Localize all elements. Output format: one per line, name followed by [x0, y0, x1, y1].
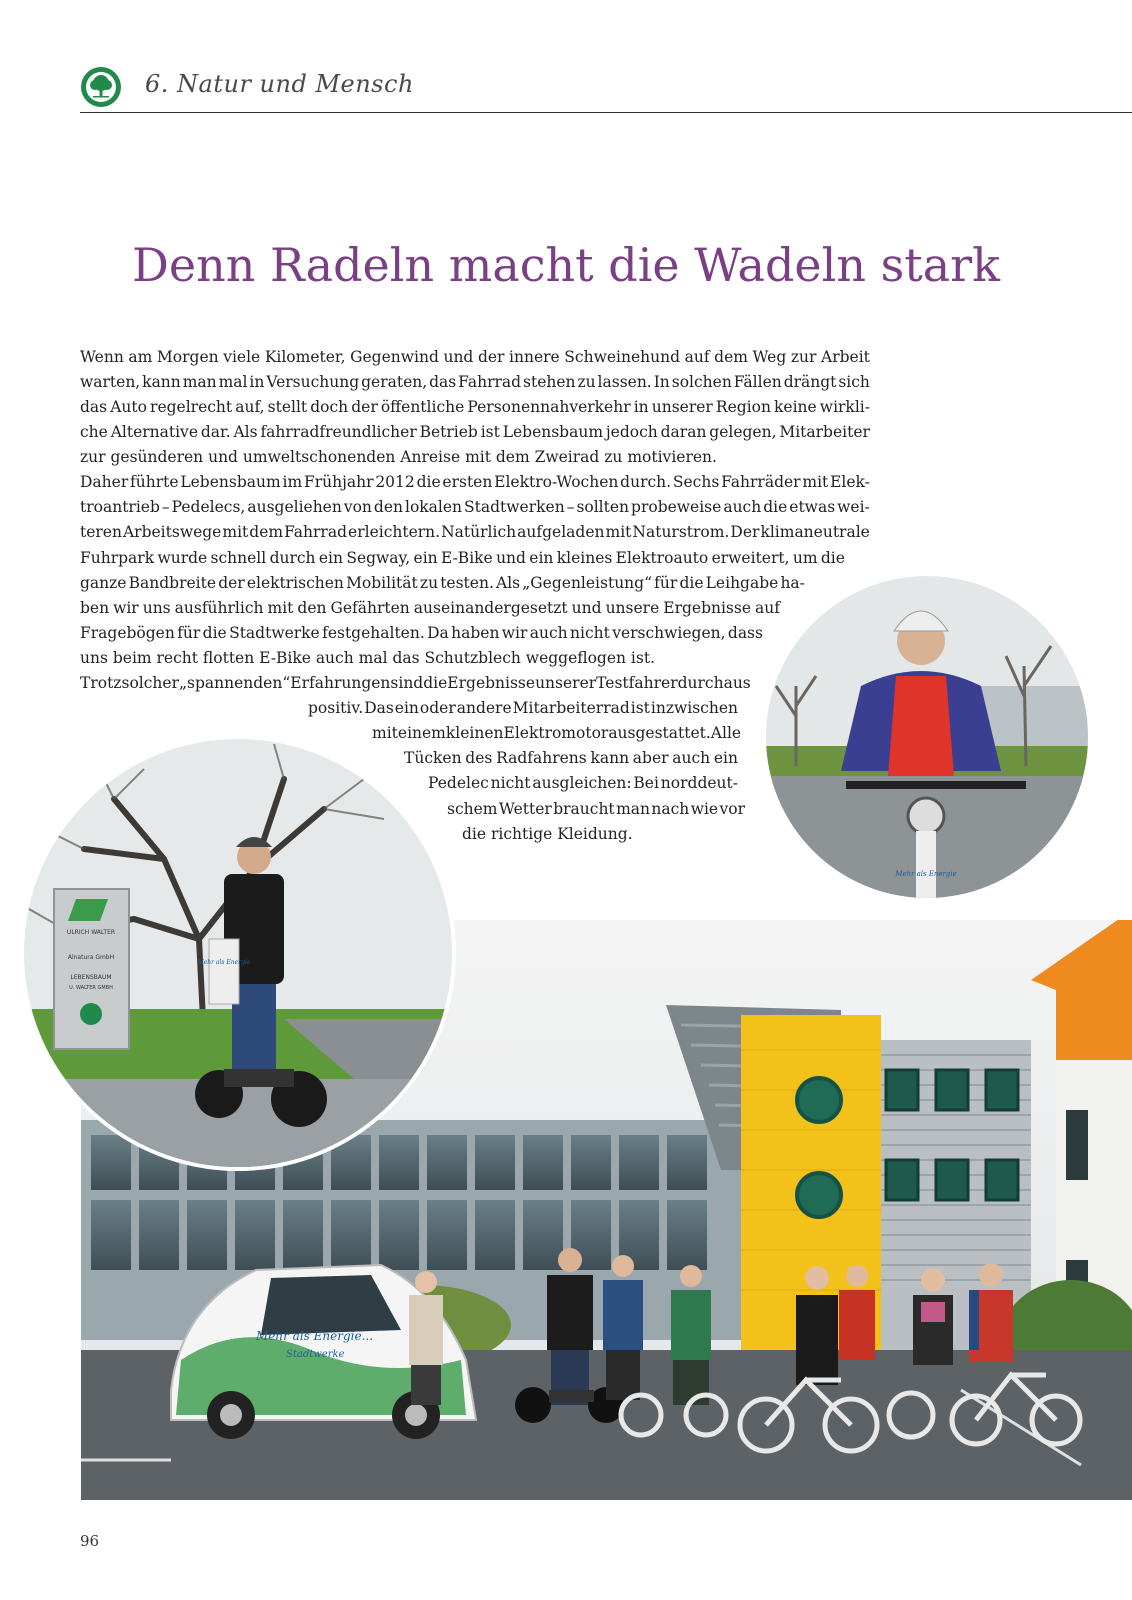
segway-sign-line-4: U. WALTER GMBH — [69, 985, 113, 991]
header-rule — [80, 112, 1132, 113]
segway-photo — [20, 735, 456, 1171]
car-text-2: Stadtwerke — [286, 1349, 345, 1360]
lebensbaum-logo — [80, 66, 122, 108]
body-line: che Alternative dar. Als fahrradfreundlicher Betrieb ist Lebensbaum jedoch daran gelegen, Mitarbeiter — [80, 423, 870, 441]
body-line: Trotz solcher „spannenden“ Erfahrungen sind die Ergebnisse unserer Testfahrer durchaus — [80, 674, 751, 692]
segway-sign-line-1: ULRICH WALTER — [66, 929, 116, 936]
body-line: troantrieb – Pedelecs, ausgeliehen von den lokalen Stadtwerken – sollten probeweise auch die etwas wei- — [80, 498, 870, 516]
body-line: Pedelec nicht ausgleichen: Bei norddeut- — [428, 774, 738, 792]
body-line: die richtige Kleidung. — [462, 825, 633, 843]
body-line: warten, kann man mal in Versuchung geraten, das Fahrrad stehen zu lassen. In solchen Fällen drängt sich — [80, 373, 870, 391]
chapter-title: 6. Natur und Mensch — [145, 70, 414, 98]
article-title: Denn Radeln macht die Wadeln stark — [132, 238, 1000, 292]
cyclist-photo — [762, 572, 1092, 902]
body-line: mit einem kleinen Elektromotor ausgestattet. Alle — [372, 724, 742, 742]
body-line: das Auto regelrecht auf, stellt doch der öffentliche Personennahverkehr in unserer Region keine wirkli- — [80, 398, 870, 416]
body-line: uns beim recht flotten E-Bike auch mal das Schutzblech weggeflogen ist. — [80, 649, 655, 667]
segway-panel-label: Mehr als Energie — [197, 959, 251, 966]
body-line: Fuhrpark wurde schnell durch ein Segway, ein E-Bike und ein kleines Elektroauto erweitert, um die — [80, 549, 845, 567]
body-line: teren Arbeitswege mit dem Fahrrad erleichtern. Natürlich aufgeladen mit Naturstrom. Der klimaneutrale — [80, 523, 870, 541]
car-text-1: Mehr als Energie... — [256, 1329, 374, 1343]
body-line: ben wir uns ausführlich mit den Gefährten auseinandergesetzt und unsere Ergebnisse auf — [80, 599, 780, 617]
bike-label: Mehr als Energie — [895, 870, 957, 878]
body-line: Fragebögen für die Stadtwerke festgehalten. Da haben wir auch nicht verschwiegen, dass — [80, 624, 763, 642]
body-line: Daher führte Lebensbaum im Frühjahr 2012 die ersten Elektro-Wochen durch. Sechs Fahrräder mit Elek- — [80, 473, 870, 491]
segway-sign-line-2: Alnatura GmbH — [67, 954, 115, 961]
body-line: zur gesünderen und umweltschonenden Anreise mit dem Zweirad zu motivieren. — [80, 448, 717, 466]
body-line: Wenn am Morgen viele Kilometer, Gegenwind und der innere Schweinehund auf dem Weg zur Arbeit — [80, 348, 870, 366]
segway-sign-line-3: LEBENSBAUM — [70, 974, 112, 981]
body-line: schem Wetter braucht man nach wie vor — [447, 800, 745, 818]
body-line: ganze Bandbreite der elektrischen Mobilität zu testen. Als „Gegenleistung“ für die Leihgabe ha- — [80, 574, 805, 592]
body-line: positiv. Das ein oder andere Mitarbeiterrad ist inzwischen — [308, 699, 738, 717]
page-number: 96 — [80, 1532, 100, 1550]
body-line: Tücken des Radfahrens kann aber auch ein — [404, 749, 738, 767]
